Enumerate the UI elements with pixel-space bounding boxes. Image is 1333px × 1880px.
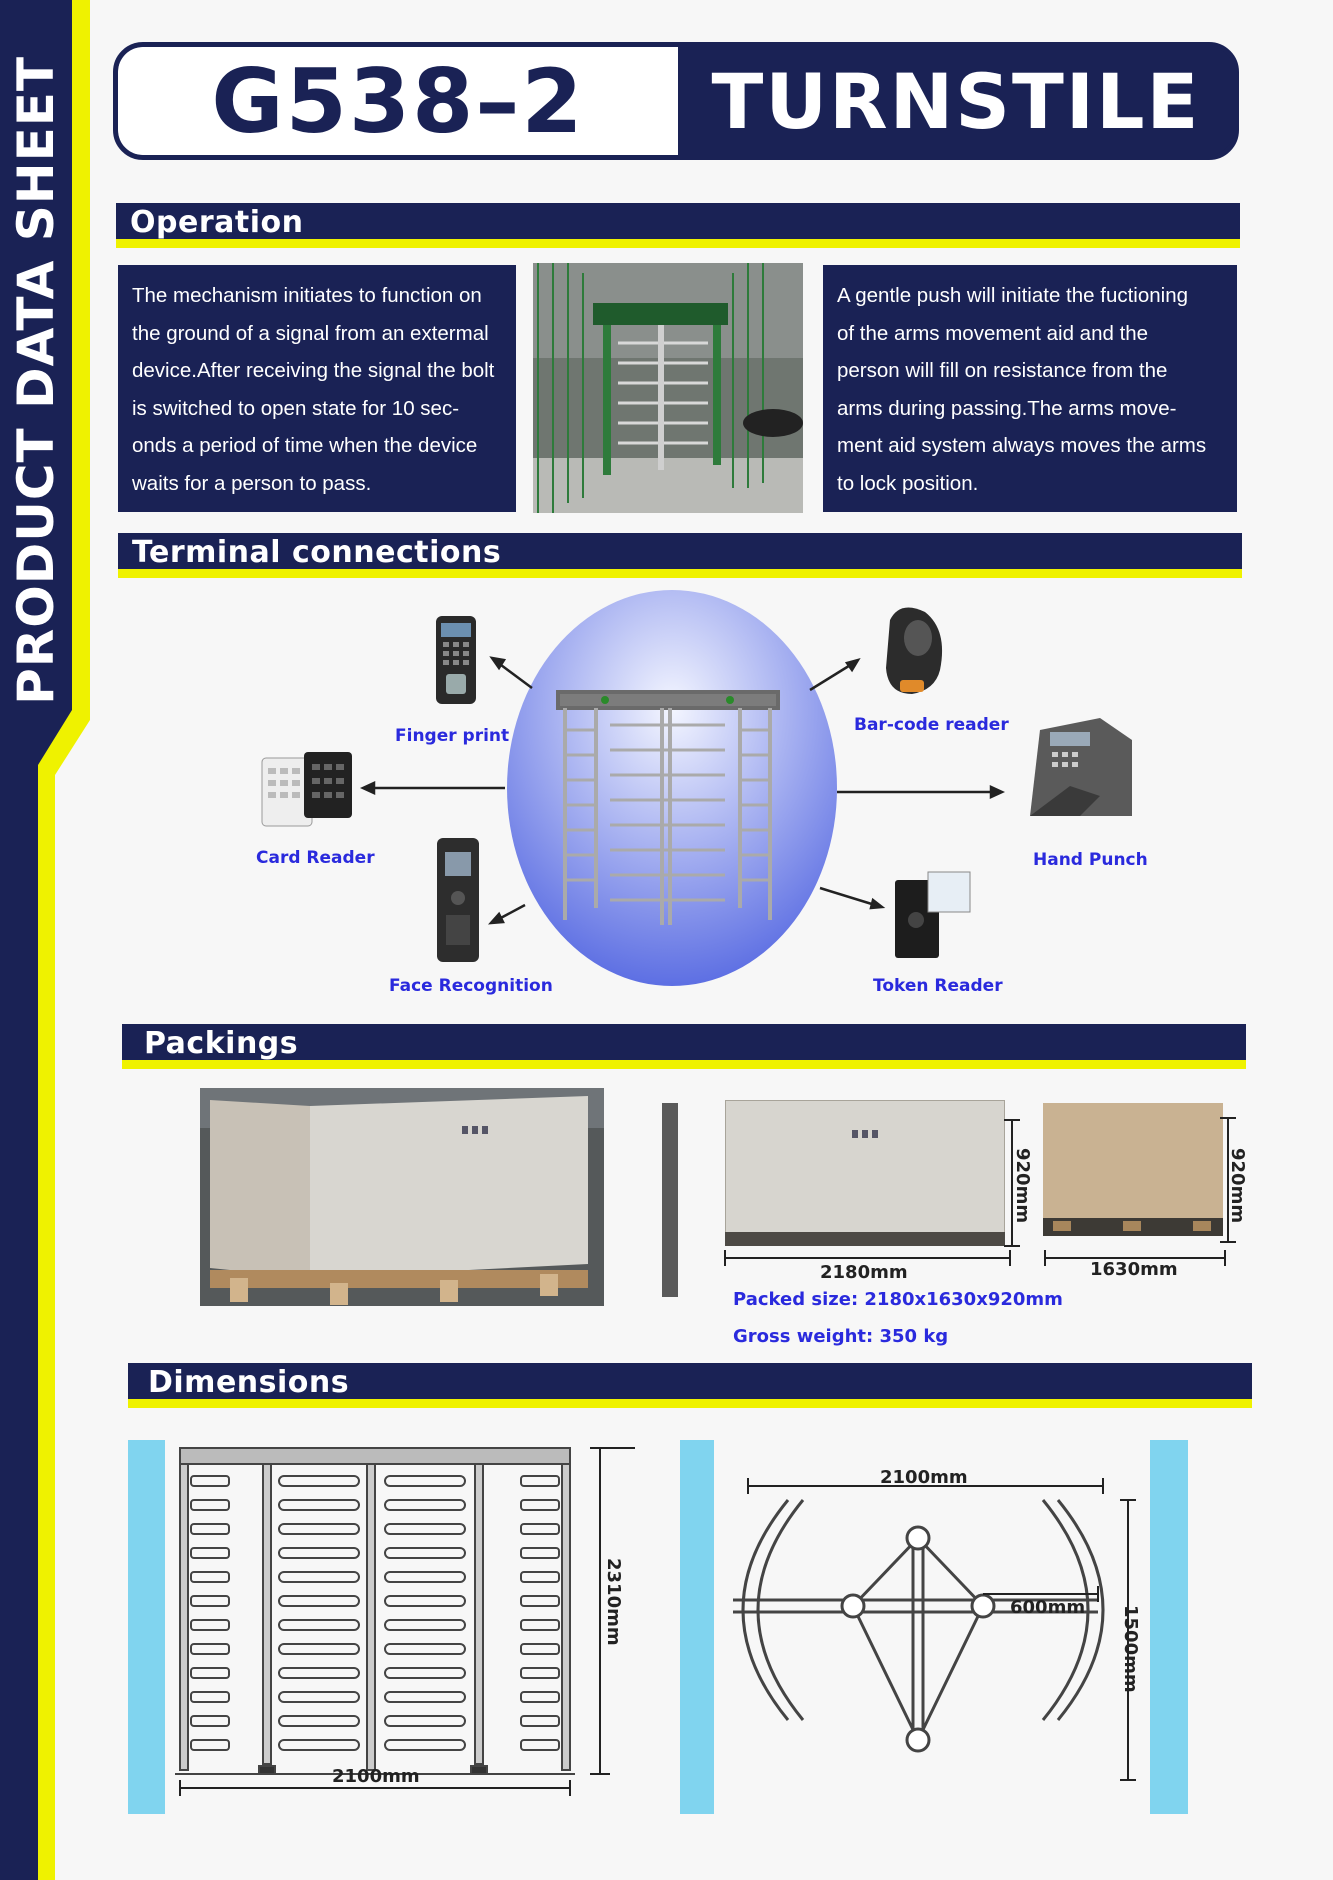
top-width-label: 2100mm	[880, 1467, 968, 1488]
text-line: the ground of a signal from an extermal	[132, 321, 489, 345]
text-line: is switched to open state for 10 sec-	[132, 396, 460, 420]
product-title: TURNSTILE	[711, 56, 1201, 146]
text-line: The mechanism initiates to function on	[132, 284, 482, 307]
face-recognition-icon	[437, 838, 479, 962]
barcode-reader-label: Bar-code reader	[854, 715, 1009, 735]
token-reader-icon	[895, 872, 970, 958]
gross-weight-text: Gross weight: 350 kg	[733, 1326, 949, 1347]
crate-height-side-label: 920mm	[1227, 1148, 1248, 1224]
text-line: device.After receiving the signal the bolt	[132, 359, 495, 382]
face-recognition-label: Face Recognition	[389, 976, 553, 996]
crate-height-front-label: 920mm	[1012, 1148, 1033, 1224]
text-line: onds a period of time when the device	[132, 434, 478, 457]
terminal-diagram	[200, 590, 1200, 1020]
barcode-reader-icon	[886, 608, 942, 695]
model-title: G538–2	[211, 49, 585, 153]
operation-header	[116, 203, 1240, 248]
text-line: arms during passing.The arms move-	[837, 396, 1177, 420]
crate-length-label: 2180mm	[820, 1262, 908, 1283]
front-elevation-drawing	[175, 1440, 655, 1800]
operation-right-text	[823, 265, 1237, 512]
card-reader-icon	[262, 752, 352, 826]
text-line: to lock position.	[837, 471, 979, 495]
top-depth-label: 1500mm	[1120, 1605, 1141, 1693]
hand-punch-label: Hand Punch	[1033, 850, 1148, 870]
arm-length-label: 600mm	[1010, 1597, 1086, 1618]
hand-punch-icon	[1030, 718, 1132, 816]
divider-bar	[662, 1103, 678, 1297]
front-width-label: 2100mm	[332, 1766, 420, 1787]
text-line: waits for a person to pass.	[132, 471, 372, 495]
operation-left-text	[118, 265, 516, 512]
side-label: PRODUCT DATA SHEET	[7, 55, 65, 705]
dimensions-heading: Dimensions	[148, 1365, 350, 1400]
top-view-drawing	[718, 1470, 1148, 1800]
dimensions-header	[128, 1363, 1252, 1408]
fingerprint-device-icon	[436, 616, 476, 704]
text-line: A gentle push will initiate the fuctioning	[837, 284, 1189, 307]
packings-heading: Packings	[144, 1026, 299, 1061]
crate-photo	[200, 1088, 604, 1306]
packings-header	[122, 1024, 1246, 1069]
terminal-header	[118, 533, 1242, 578]
turnstile-photo	[533, 263, 803, 513]
text-line: person will fill on resistance from the	[837, 359, 1168, 382]
token-reader-label: Token Reader	[873, 976, 1003, 996]
text-line: of the arms movement aid and the	[837, 321, 1149, 345]
crate-width-label: 1630mm	[1090, 1259, 1178, 1280]
front-height-label: 2310mm	[603, 1558, 624, 1646]
text-line: ment aid system always moves the arms	[837, 434, 1207, 457]
packing-dimension-lines	[720, 1100, 1240, 1280]
side-strip	[0, 0, 90, 1880]
title-banner	[113, 42, 1239, 160]
decor-bar-right	[1150, 1440, 1188, 1814]
card-reader-label: Card Reader	[256, 848, 375, 868]
finger-print-label: Finger print	[395, 726, 510, 746]
decor-bar-left	[128, 1440, 165, 1814]
terminal-heading: Terminal connections	[132, 535, 502, 570]
packed-size-text: Packed size: 2180x1630x920mm	[733, 1289, 1063, 1310]
operation-heading: Operation	[130, 205, 304, 240]
decor-bar-middle	[680, 1440, 714, 1814]
